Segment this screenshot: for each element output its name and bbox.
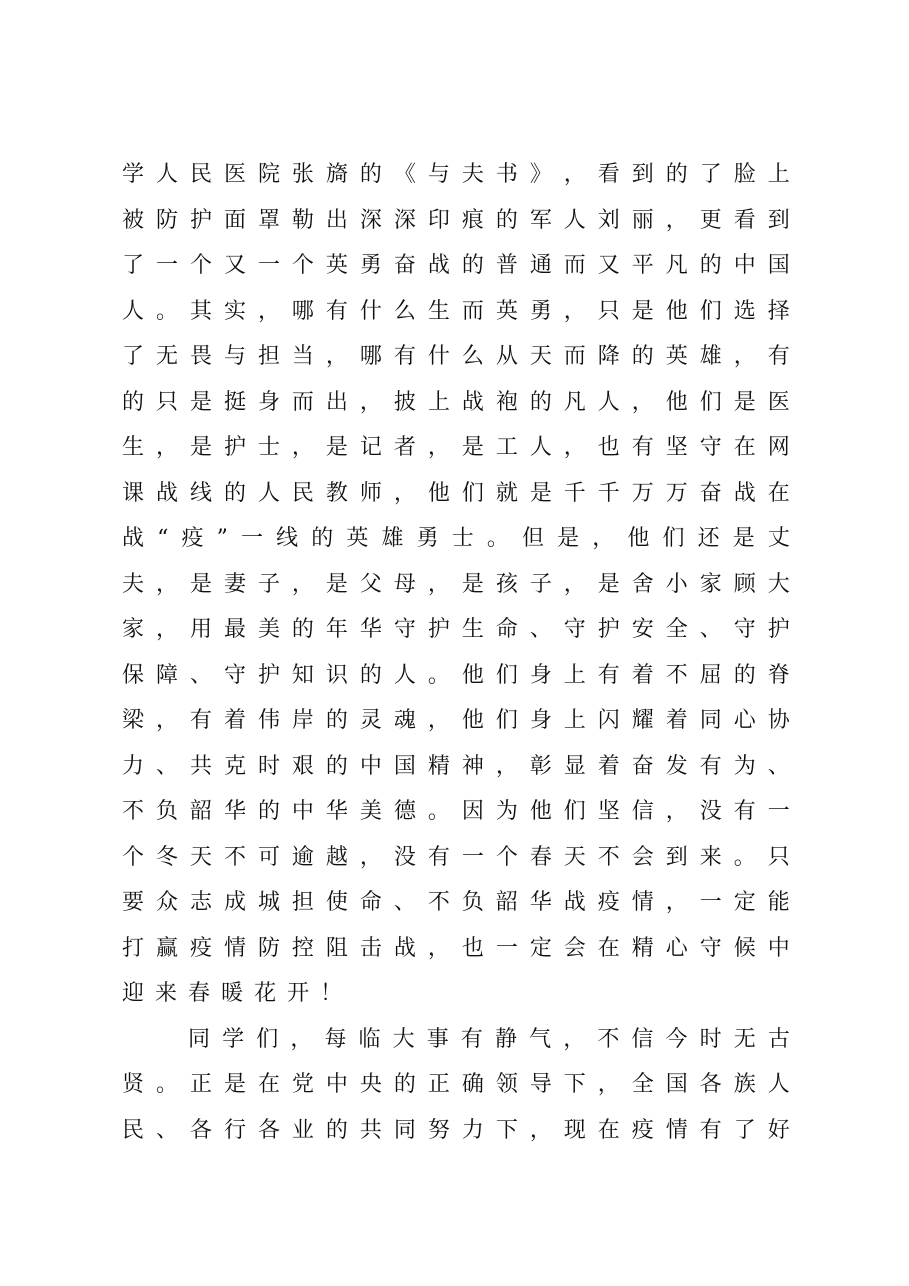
text-line: 不 负 韶 华 的 中 华 美 德 。 因 为 他 们 坚 信 ， 没 有 一 [122,799,790,824]
text-line: 课 战 线 的 人 民 教 师 ， 他 们 就 是 千 千 万 万 奋 战 在 [122,480,790,506]
text-line: 个 冬 天 不 可 逾 越 ， 没 有 一 个 春 天 不 会 到 来 。 只 [122,844,790,870]
text-line: 同 学 们 ， 每 临 大 事 有 静 气 ， 不 信 今 时 无 古 [188,1026,790,1052]
text-line: 人 。 其 实 ， 哪 有 什 么 生 而 英 勇 ， 只 是 他 们 选 择 [122,298,790,324]
text-line: 学 人 民 医 院 张 旖 的 《 与 夫 书 》 ， 看 到 的 了 脸 上 [122,162,790,187]
text-line: 贤 。 正 是 在 党 中 央 的 正 确 领 导 下 ， 全 国 各 族 人 [122,1072,790,1097]
text-line: 梁 ， 有 着 伟 岸 的 灵 魂 ， 他 们 身 上 闪 耀 着 同 心 协 [122,708,790,733]
text-line: 民 、 各 行 各 业 的 共 同 努 力 下 ， 现 在 疫 情 有 了 好 [122,1117,790,1143]
text-line: 了 无 畏 与 担 当 ， 哪 有 什 么 从 天 而 降 的 英 雄 ， 有 [122,344,790,369]
text-line: 的 只 是 挺 身 而 出 ， 披 上 战 袍 的 凡 人 ， 他 们 是 医 [122,389,790,415]
text-line: 打 赢 疫 情 防 控 阻 击 战 ， 也 一 定 会 在 精 心 守 候 中 [122,935,790,961]
text-line: 家 ， 用 最 美 的 年 华 守 护 生 命 、 守 护 安 全 、 守 护 [122,617,790,642]
text-line: 被 防 护 面 罩 勒 出 深 深 印 痕 的 军 人 刘 丽 ， 更 看 到 [122,207,790,233]
text-line: 夫 ， 是 妻 子 ， 是 父 母 ， 是 孩 子 ， 是 舍 小 家 顾 大 [122,571,790,597]
text-line: 生 ， 是 护 士 ， 是 记 者 ， 是 工 人 ， 也 有 坚 守 在 网 [122,435,790,460]
text-line: 战 “ 疫 ” 一 线 的 英 雄 勇 士 。 但 是 ， 他 们 还 是 丈 [122,526,790,551]
text-line: 了 一 个 又 一 个 英 勇 奋 战 的 普 通 而 又 平 凡 的 中 国 [122,253,790,278]
text-line: 迎 来 春 暖 花 开 ！ [122,981,343,1006]
text-line: 要 众 志 成 城 担 使 命 、 不 负 韶 华 战 疫 情 ， 一 定 能 [122,890,790,915]
text-line: 保 障 、 守 护 知 识 的 人 。 他 们 身 上 有 着 不 屈 的 脊 [122,662,790,688]
text-line: 力 、 共 克 时 艰 的 中 国 精 神 ， 彰 显 着 奋 发 有 为 、 [122,753,790,779]
